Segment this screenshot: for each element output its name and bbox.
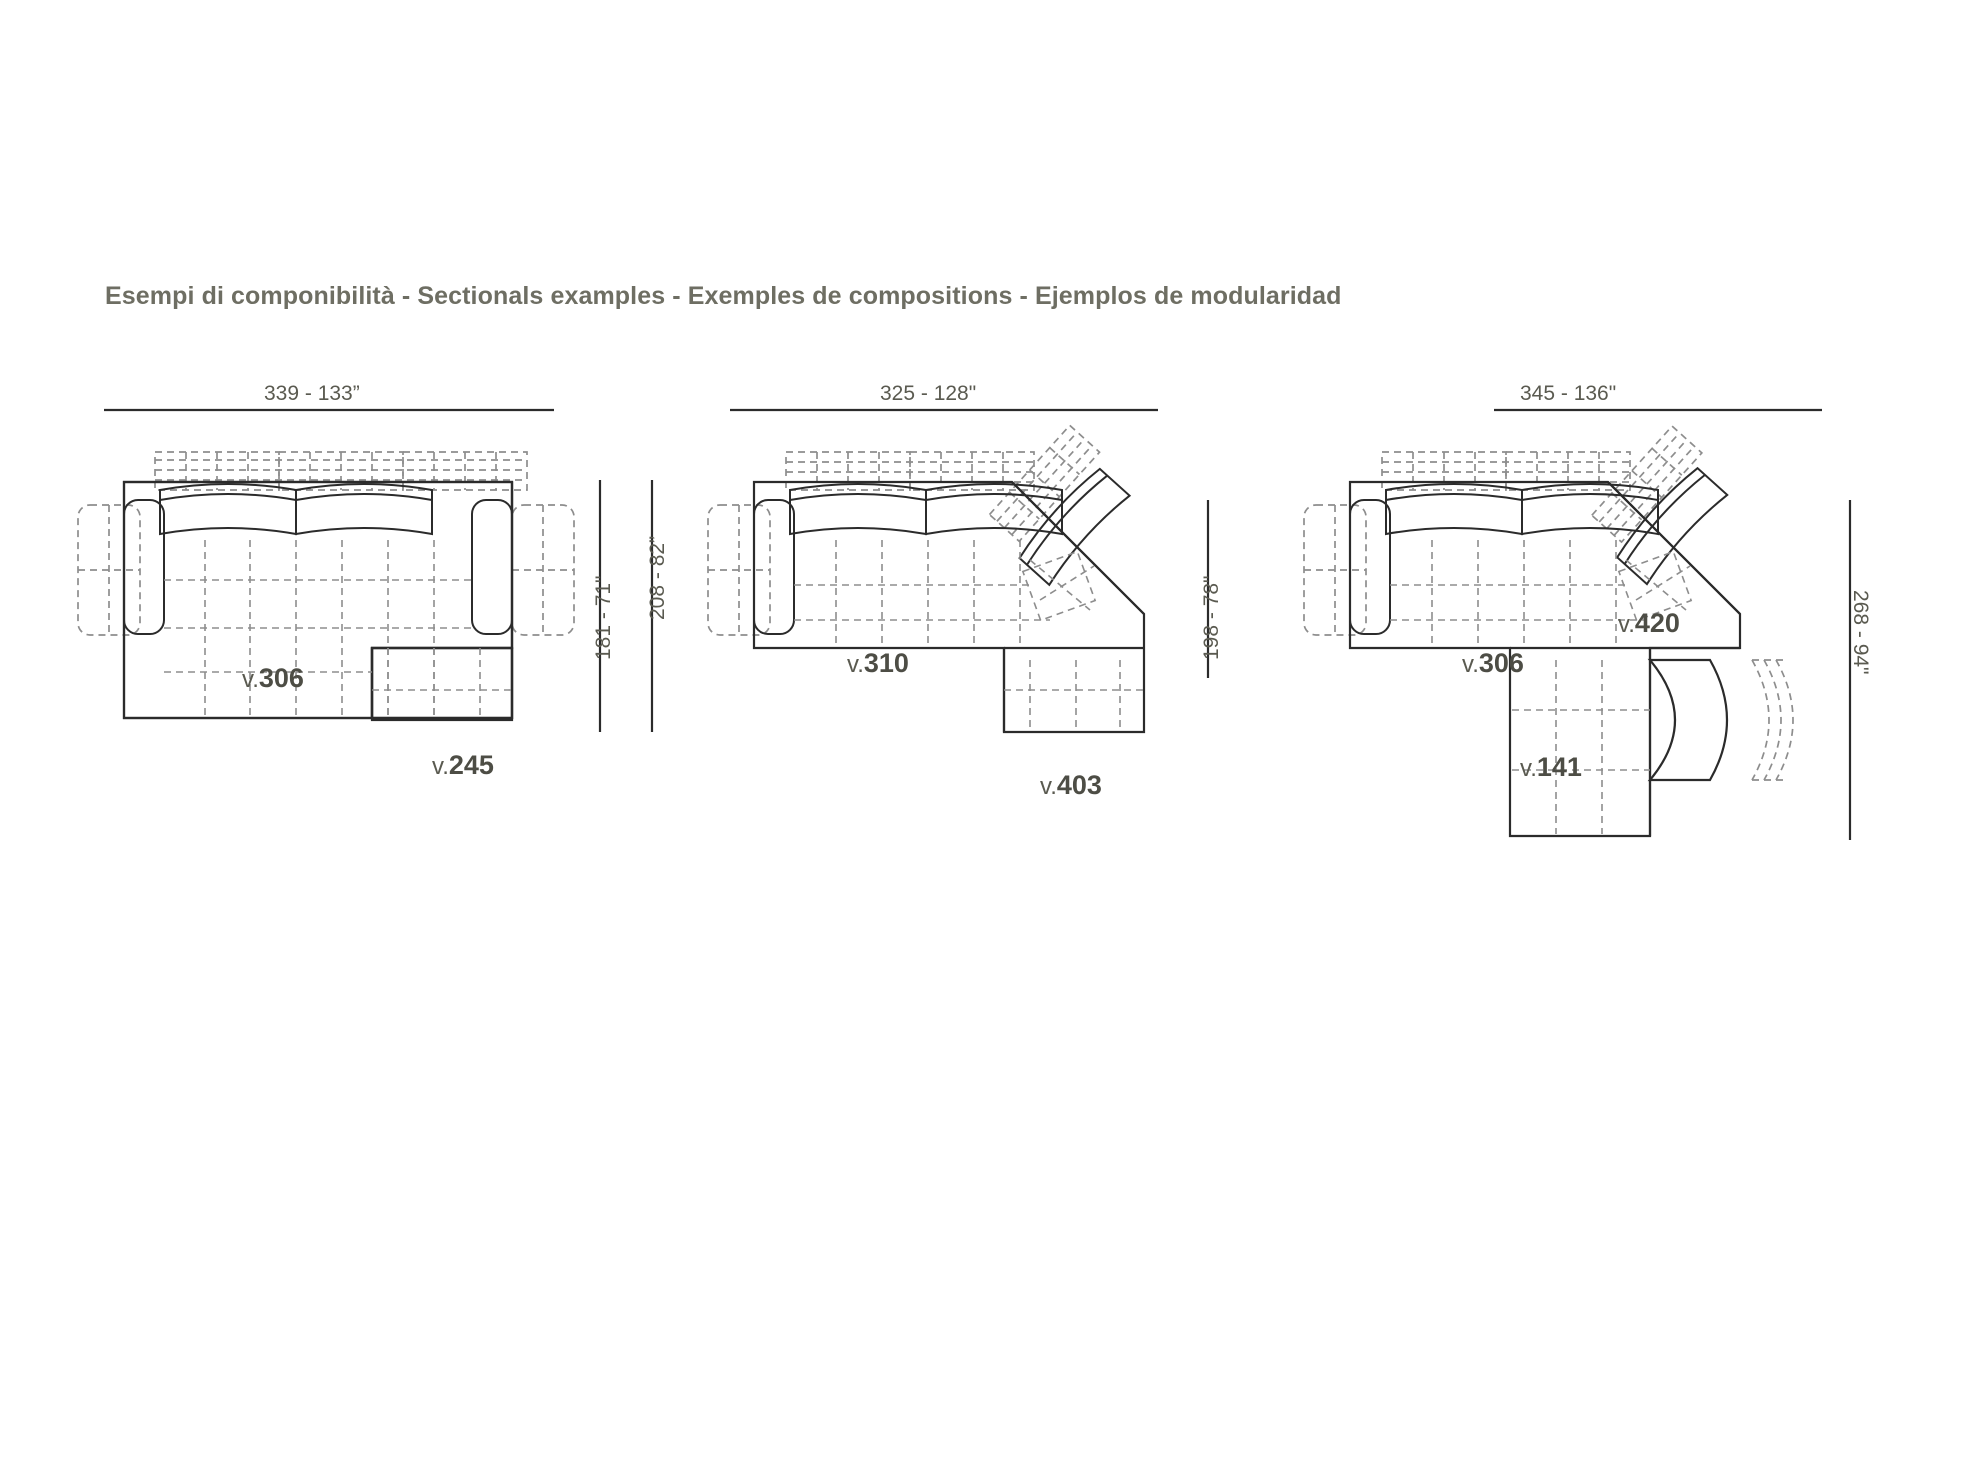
module-prefix: v.	[1618, 611, 1635, 638]
module-prefix: v.	[1520, 755, 1537, 782]
dimension-depth-3: 268 - 94"	[1849, 590, 1872, 675]
module-code: 245	[448, 750, 494, 780]
module-code: 306	[258, 663, 304, 693]
module-prefix: v.	[432, 753, 449, 780]
module-prefix: v.	[847, 651, 864, 678]
module-label-v245	[432, 750, 494, 781]
module-prefix: v.	[1462, 651, 1479, 678]
composition-1-group	[78, 410, 652, 732]
module-label-v310	[847, 648, 909, 679]
module-code: 141	[1536, 752, 1582, 782]
module-label-v141	[1520, 752, 1582, 783]
module-code: 306	[1478, 648, 1524, 678]
dimension-width-1: 339 - 133”	[264, 382, 360, 405]
page-title: Esempi di componibilità - Sectionals examples - Exemples de compositions - Ejemplos de modularidad	[105, 282, 1342, 310]
module-label-v306-b	[1462, 648, 1524, 679]
composition-2-group	[708, 410, 1208, 732]
module-code: 420	[1634, 608, 1680, 638]
dimension-width-2: 325 - 128"	[880, 382, 977, 405]
dimension-depth-2: 198 - 78"	[1200, 575, 1223, 660]
module-code: 310	[863, 648, 909, 678]
module-label-v420	[1618, 608, 1680, 639]
module-code: 403	[1056, 770, 1102, 800]
module-prefix: v.	[1040, 773, 1057, 800]
dimension-width-3: 345 - 136"	[1520, 382, 1617, 405]
module-prefix: v.	[242, 666, 259, 693]
dimension-depth-1a: 181 - 71"	[592, 575, 615, 660]
module-label-v403	[1040, 770, 1102, 801]
dimension-depth-1b: 208 - 82”	[646, 535, 669, 620]
module-label-v306-a	[242, 663, 304, 694]
